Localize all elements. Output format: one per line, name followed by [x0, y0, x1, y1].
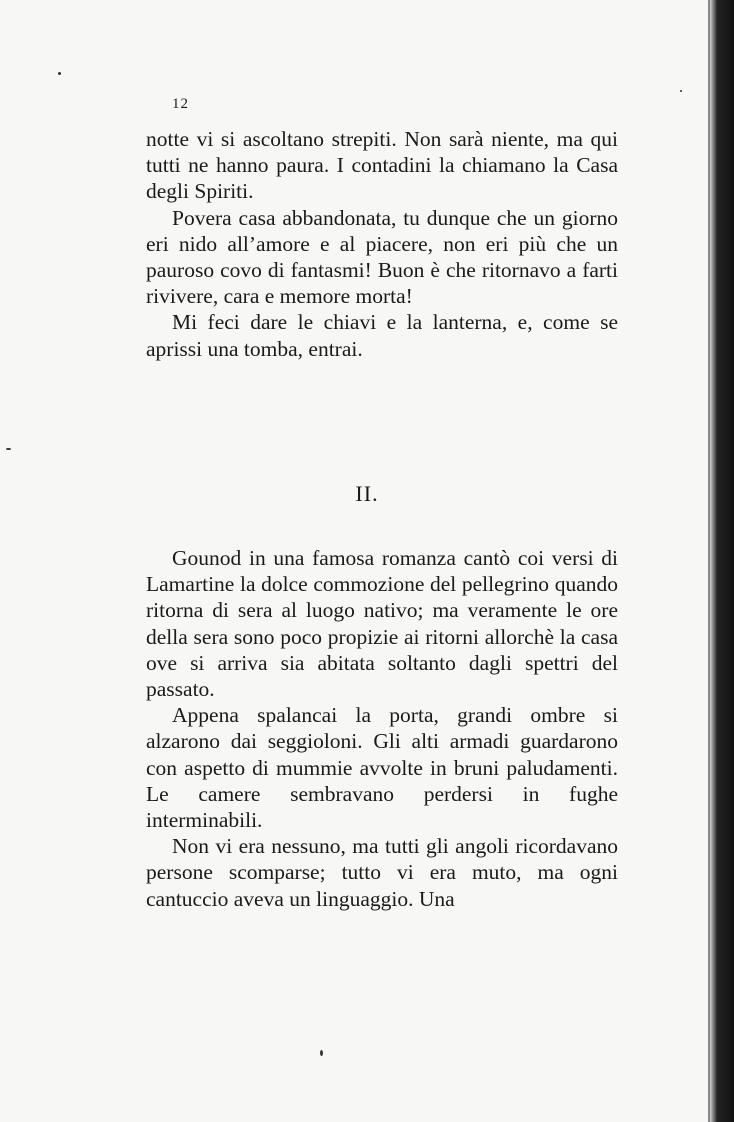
paper-speck [6, 448, 11, 450]
paper-speck [58, 72, 61, 75]
paragraph: notte vi si ascoltano strepiti. Non sarà niente, ma qui tutti ne hanno paura. I contadini la chiamano la Casa degli Spiriti. [146, 127, 618, 204]
page-number: 12 [172, 96, 189, 112]
text-block-2 [146, 545, 618, 912]
paper-speck [320, 1050, 323, 1056]
paragraph: Gounod in una famosa romanza cantò coi versi di Lamartine la dolce commozione del pellegrino quando ritorna di sera al luogo nativo; ma veramente le ore della sera sono poco propizie ai ritorni allorchè la casa ove si arriva sia abitata soltanto dagli spettri del passato. [146, 546, 618, 702]
section-heading: II. [355, 481, 379, 506]
paper-speck [680, 90, 682, 92]
paragraph: Povera casa abbandonata, tu dunque che un giorno eri nido all’amore e al piacere, non eri più che un pauroso covo di fantasmi! Buon è che ritornavo a farti rivivere, cara e memore morta! [146, 205, 618, 309]
page-edge-shadow [710, 0, 734, 1122]
paragraph: Mi feci dare le chiavi e la lanterna, e, come se aprissi una tomba, entrai. [146, 310, 618, 361]
text-block-1 [146, 126, 618, 362]
paragraph: Non vi era nessuno, ma tutti gli angoli ricordavano persone scomparse; tutto vi era muto, ma ogni cantuccio aveva un linguaggio. Una [146, 834, 618, 911]
paragraph: Appena spalancai la porta, grandi ombre si alzarono dai seggioloni. Gli alti armadi guardarono con aspetto di mummie avvolte in bruni paludamenti. Le camere sembravano perdersi in fughe interminabili. [146, 703, 618, 833]
